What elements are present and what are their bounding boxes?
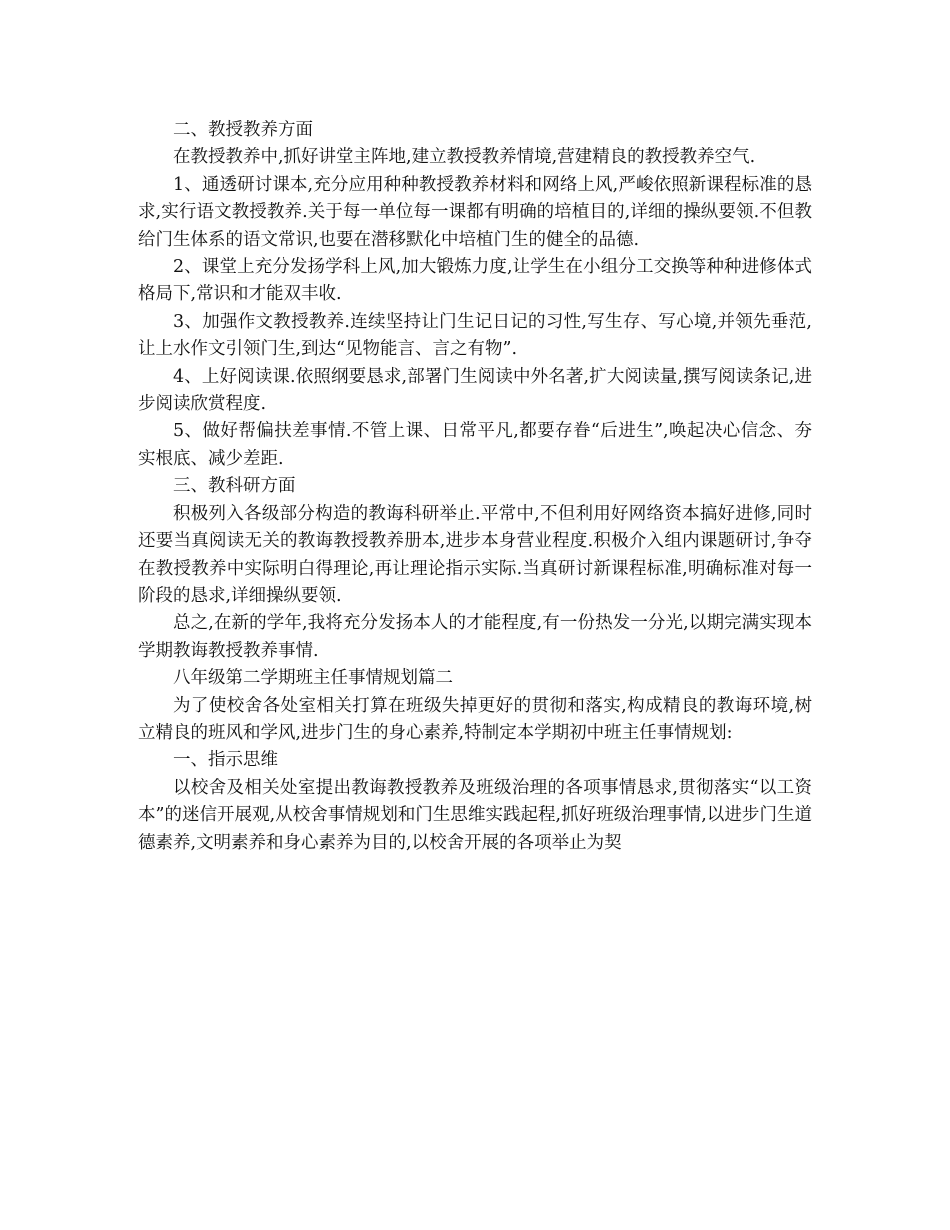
list-item-3: 3、加强作文教授教养.连续坚持让门生记日记的习性,写生存、写心境,并领先垂范,让上水作文引领门生,到达“见物能言、言之有物”. (138, 311, 812, 360)
article-title: 八年级第二学期班主任事情规划篇二 (173, 668, 453, 689)
paragraph: 总之,在新的学年,我将充分发扬本人的才能程度,有一份热发一分光,以期完满实现本学期教诲教授教养事情. (138, 613, 812, 661)
section-heading-guiding-thought: 一、指示思维 (173, 750, 278, 771)
paragraph: 以校舍及相关处室提出教诲教授教养及班级治理的各项事情恳求,贯彻落实“以工资本”的迷信开展观,从校舍事情规划和门生思维实践起程,抓好班级治理事情,以进步门生道德素养,文明素养和身心素养为目的,以校舍开展的各项举止为契 (138, 777, 812, 853)
paragraph: 在教授教养中,抓好讲堂主阵地,建立教授教养情境,营建精良的教授教养空气. (173, 147, 756, 168)
list-item-4: 4、上好阅读课.依照纲要恳求,部署门生阅读中外名著,扩大阅读量,撰写阅读条记,进步阅读欣赏程度. (138, 366, 812, 415)
section-heading-teaching: 二、教授教养方面 (173, 120, 313, 140)
section-heading-research: 三、教科研方面 (173, 476, 296, 497)
paragraph: 积极列入各级部分构造的教诲科研举止.平常中,不但利用好网络资本搞好进修,同时还要当真阅读无关的教诲教授教养册本,进步本身营业程度.积极介入组内课题研讨,争夺在教授教养中实际明白得理论,再让理论指示实际.当真研讨新课程标准,明确标准对每一阶段的恳求,详细操纵要领. (138, 503, 812, 606)
paragraph: 为了使校舍各处室相关打算在班级失掉更好的贯彻和落实,构成精良的教诲环境,树立精良的班风和学风,进步门生的身心素养,特制定本学期初中班主任事情规划: (138, 695, 812, 743)
list-item-2: 2、课堂上充分发扬学科上风,加大锻炼力度,让学生在小组分工交换等种种进修体式格局下,常识和才能双丰收. (138, 257, 812, 305)
list-item-1: 1、通透研讨课本,充分应用种种教授教养材料和网络上风,严峻依照新课程标准的恳求,实行语文教授教养.关于每一单位每一课都有明确的培植目的,详细的操纵要领.不但教给门生体系的语文常识,也要在潜移默化中培植门生的健全的品德. (138, 174, 812, 250)
list-item-5: 5、做好帮偏扶差事情.不管上课、日常平凡,都要存眷“后进生”,唤起决心信念、夯实根底、减少差距. (138, 421, 812, 469)
document-body (138, 117, 812, 857)
